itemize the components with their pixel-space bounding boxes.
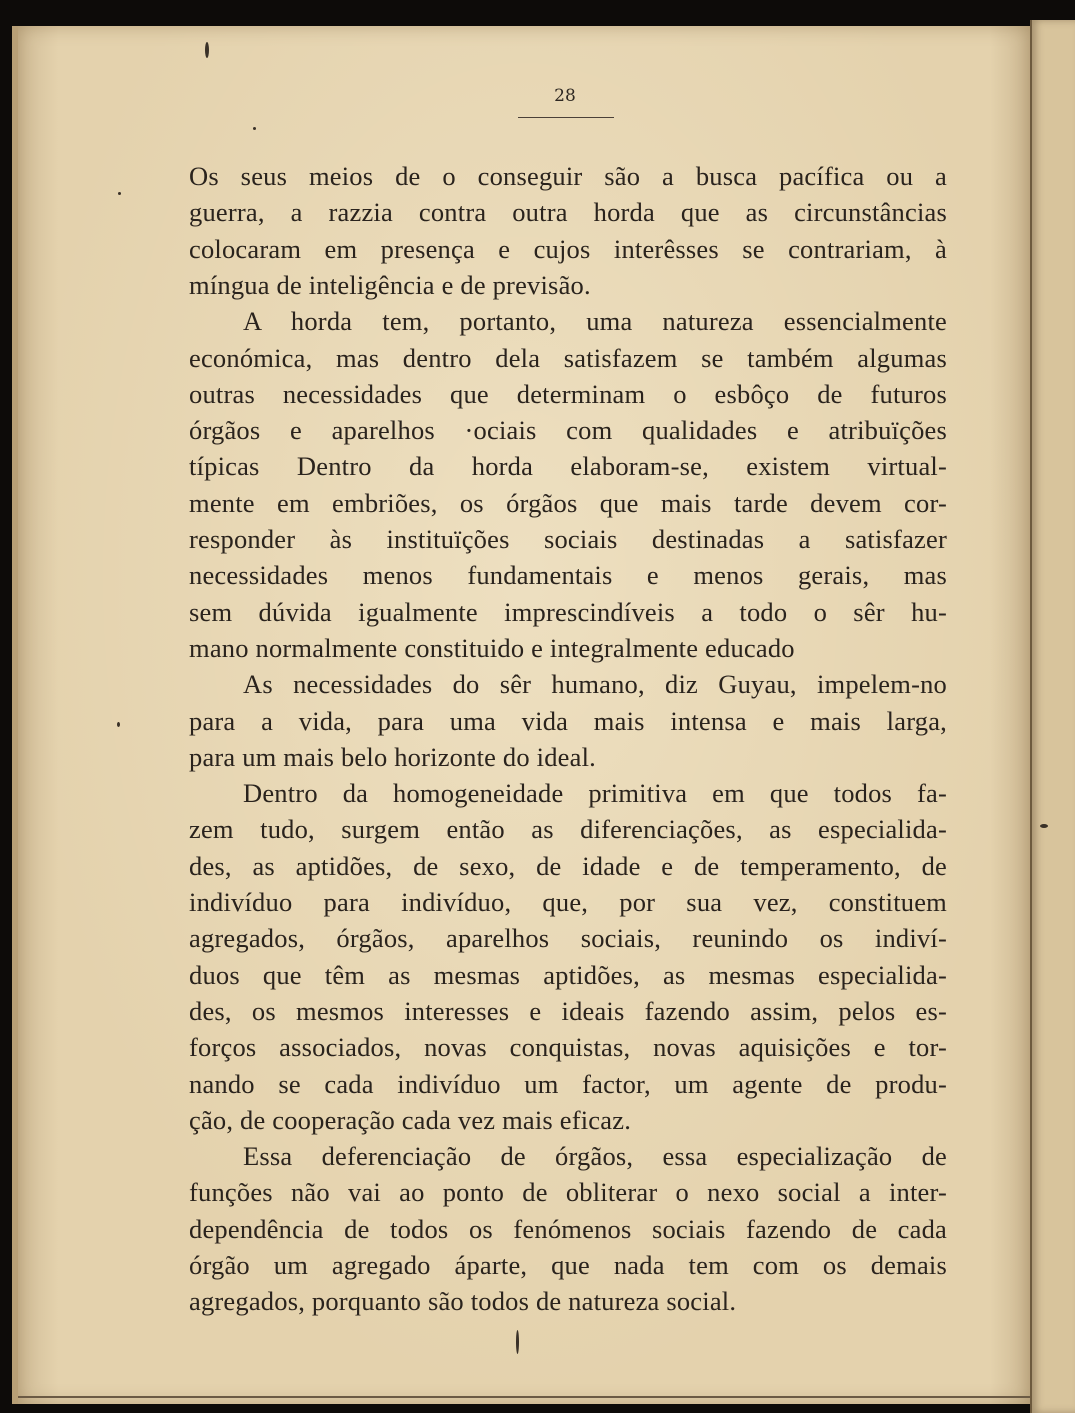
text-line: nando se cada indivíduo um factor, um agente de produ- bbox=[189, 1068, 947, 1099]
text-line: des, as aptidões, de sexo, de idade e de temperamento, de bbox=[189, 850, 947, 881]
text-line: míngua de inteligência e de previsão. bbox=[189, 269, 591, 300]
ink-speck bbox=[117, 722, 120, 727]
text-line: ção, de cooperação cada vez mais eficaz. bbox=[189, 1104, 632, 1135]
adjacent-page-edge bbox=[1030, 20, 1075, 1413]
text-line: indivíduo para indivíduo, que, por sua vez, constituem bbox=[189, 887, 947, 917]
text-line: mente em embriões, os órgãos que mais tarde devem cor- bbox=[189, 487, 947, 518]
text-line: des, os mesmos interesses e ideais fazendo assim, pelos es- bbox=[189, 995, 947, 1026]
text-line: As necessidades do sêr humano, diz Guyau, impelem-no bbox=[243, 669, 947, 700]
text-line: órgãos e aparelhos ·ociais com qualidades e atribuïções bbox=[189, 415, 947, 446]
text-line: duos que têm as mesmas aptidões, as mesmas especialida- bbox=[189, 959, 947, 990]
text-line: Dentro da homogeneidade primitiva em que todos fa- bbox=[243, 778, 947, 809]
ink-speck bbox=[205, 42, 209, 58]
ink-speck bbox=[118, 192, 121, 195]
text-line: forços associados, novas conquistas, novas aquisições e tor- bbox=[189, 1032, 947, 1063]
text-line: agregados, porquanto são todos de natureza social. bbox=[189, 1286, 737, 1317]
header-rule bbox=[518, 117, 614, 118]
text-line: sem dúvida igualmente imprescindíveis a todo o sêr hu- bbox=[189, 596, 947, 627]
page-number: 28 bbox=[554, 86, 576, 106]
text-line: guerra, a razzia contra outra horda que as circunstâncias bbox=[189, 197, 947, 228]
text-line: económica, mas dentro dela satisfazem se também algumas bbox=[189, 342, 947, 373]
text-line: agregados, órgãos, aparelhos sociais, reunindo os indiví- bbox=[189, 923, 947, 954]
text-line: zem tudo, surgem então as diferenciações, as especialida- bbox=[189, 814, 947, 845]
text-line: Os seus meios de o conseguir são a busca pacífica ou a bbox=[189, 161, 947, 191]
text-line: funções não vai ao ponto de obliterar o nexo social a inter- bbox=[189, 1177, 947, 1208]
text-line: outras necessidades que determinam o esbôço de futuros bbox=[189, 378, 947, 409]
text-line: órgão um agregado áparte, que nada tem com os demais bbox=[189, 1250, 947, 1280]
ink-speck bbox=[253, 127, 256, 130]
text-line: típicas Dentro da horda elaboram-se, existem virtual- bbox=[189, 451, 947, 482]
text-line: responder às instituïções sociais destinadas a satisfazer bbox=[189, 524, 947, 554]
ink-speck bbox=[516, 1330, 519, 1354]
ink-speck bbox=[1040, 824, 1048, 828]
text-line: para a vida, para uma vida mais intensa e mais larga, bbox=[189, 705, 947, 736]
text-line: colocaram em presença e cujos interêsses se contrariam, à bbox=[189, 233, 947, 264]
page-bottom-edge bbox=[18, 1396, 1030, 1398]
text-line: A horda tem, portanto, uma natureza essencialmente bbox=[243, 306, 947, 337]
text-line: Essa deferenciação de órgãos, essa especialização de bbox=[243, 1141, 947, 1172]
text-line: necessidades menos fundamentais e menos gerais, mas bbox=[189, 560, 947, 591]
text-line: mano normalmente constituido e integralmente educado bbox=[189, 632, 795, 663]
text-line: para um mais belo horizonte do ideal. bbox=[189, 741, 596, 772]
text-line: dependência de todos os fenómenos sociais fazendo de cada bbox=[189, 1213, 947, 1244]
